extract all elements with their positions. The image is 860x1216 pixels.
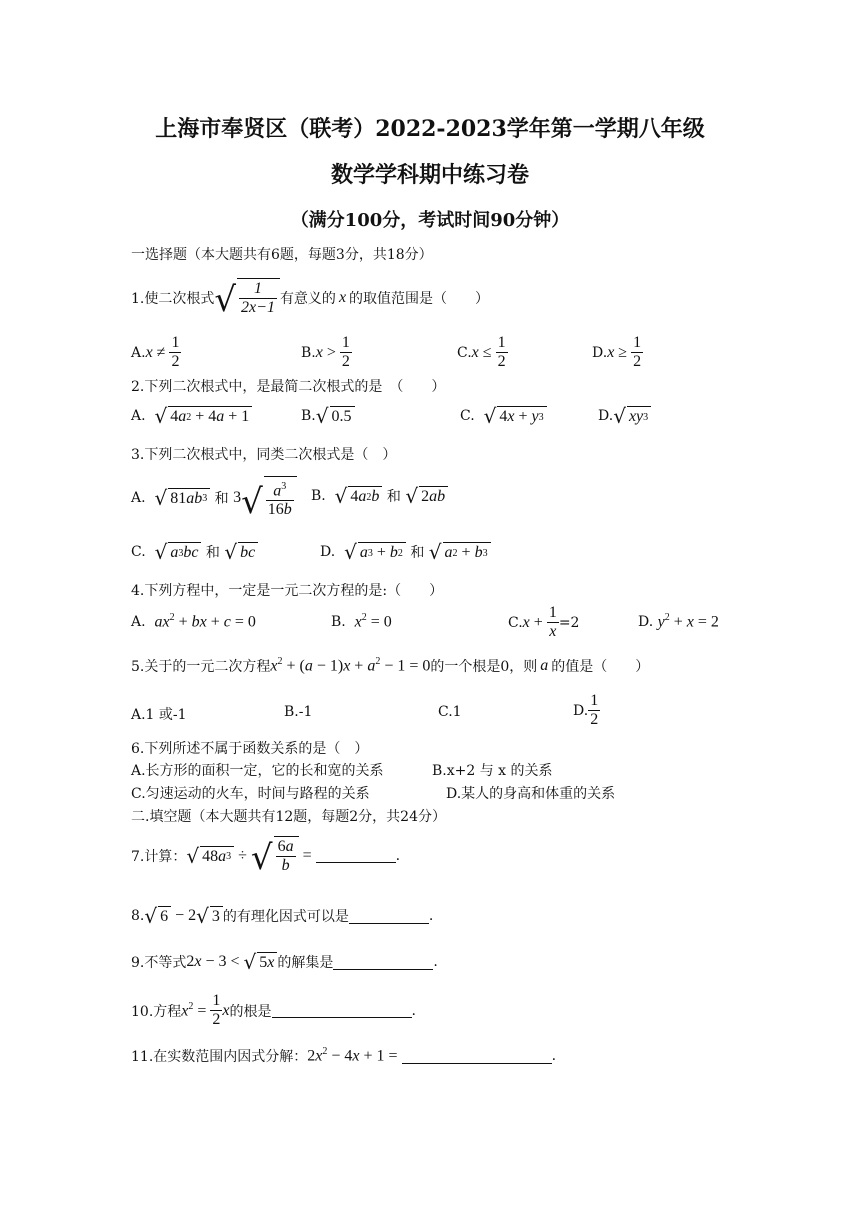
q2-option-a[interactable]: A. √ 4 a 2 + 4 a + 1 [131,406,252,426]
question-9: 9.不等式 2x − 3 < √ 5 x 的解集是 . [131,950,438,974]
q3-option-b[interactable]: B. √ 4 a 2 b 和 √ 2 ab [311,486,448,506]
question-7: 7.计算： √ 48 a 3 ÷ √ $\frac{6a}{b}$ = . [131,838,401,878]
question-4: 4.下列方程中，一定是一元二次方程的是:（ ） [131,583,444,599]
question-10: 10.方程 $x^2$ = $\frac{1}{2}$ x 的根是 . [131,992,416,1028]
section-heading-fill: 二.填空题（本大题共有12题，每题2分，共24分） [131,809,446,825]
question-8: 8. √ 6 − 2 √ 3 的有理化因式可以是 . [131,904,434,928]
q1-var: x [338,288,347,306]
q4-option-a[interactable]: A. $ax^2$ + bx + c = 0 [131,612,256,631]
q7-answer-blank[interactable] [316,848,396,863]
q5-option-b[interactable]: B.-1 [284,704,313,720]
q6-option-b[interactable]: B.x+2 与 x 的关系 [432,763,553,779]
q1-suffix2: 的取值范围是（ ） [349,290,490,307]
q1-radical: √ $\frac{1}{2x-1}$ [214,278,280,317]
question-1 [131,278,490,320]
q1-option-b[interactable]: B. x > $\frac{1}{2}$ [301,334,350,370]
question-6: 6.下列所述不属于函数关系的是（ ） [131,741,369,757]
question-11: 11.在实数范围内因式分解： $2x^2 - 4x + 1$ = . [131,1046,557,1065]
q3-option-a[interactable]: A. √ 81 ab 3 和 3 √ $\frac{a^3}{16b}$ [131,476,297,519]
q4-option-d[interactable]: D. $y^2 + x = 2$ [638,612,719,631]
q3-option-c[interactable]: C. √ a 3 bc 和 √ bc [131,542,258,562]
exam-note: （满分100分，考试时间90分钟） [290,210,570,231]
q4-option-b[interactable]: B. $x^2 = 0$ [331,612,392,631]
q11-answer-blank[interactable] [402,1049,552,1064]
q5-option-d[interactable]: D. $\frac{1}{2}$ [573,692,599,728]
q1-prefix: 1.使二次根式 [131,290,215,307]
q1-option-c[interactable]: C. x ≤ $\frac{1}{2}$ [457,334,506,370]
q6-option-d[interactable]: D.某人的身高和体重的关系 [446,786,616,802]
question-2: 2.下列二次根式中，是最简二次根式的是 （ ） [131,379,446,395]
q1-option-a[interactable]: A. x ≠ $\frac{1}{2}$ [131,334,180,370]
question-5: 5.关于的一元二次方程 $x^2 + (a - 1)x + a^2 - 1 = 0$ 的一个根是0，则 a 的值是（ ） [131,656,650,675]
q6-option-c[interactable]: C.匀速运动的火车，时间与路程的关系 [131,786,370,802]
exam-subtitle: 数学学科期中练习卷 [330,162,529,188]
question-3: 3.下列二次根式中，同类二次根式是（ ） [131,447,397,463]
exam-title: 上海市奉贤区（联考）2022-2023学年第一学期八年级 [155,116,705,142]
q1-option-d[interactable]: D. x ≥ $\frac{1}{2}$ [592,334,642,370]
q5-option-c[interactable]: C.1 [438,704,462,720]
q8-answer-blank[interactable] [349,909,429,924]
q5-option-a[interactable]: A.1 或-1 [131,707,187,723]
q3-option-d[interactable]: D. √ a 3 + b 2 和 √ a 2 + b 3 [320,542,491,562]
q4-option-c[interactable]: C. x + $\frac{1}{x}$ =2 [508,604,580,640]
q9-answer-blank[interactable] [333,955,433,970]
q6-option-a[interactable]: A.长方形的面积一定，它的长和宽的关系 [131,763,384,779]
section-heading-choice: 一选择题（本大题共有6题，每题3分，共18分） [131,247,433,263]
q2-option-c[interactable]: C. √ 4 x + y 3 [460,406,547,426]
q2-option-d[interactable]: D. √ xy 3 [598,406,651,426]
q1-suffix: 有意义的 [279,290,336,307]
q2-option-b[interactable]: B. √ 0.5 [301,406,355,426]
q10-answer-blank[interactable] [272,1003,412,1018]
